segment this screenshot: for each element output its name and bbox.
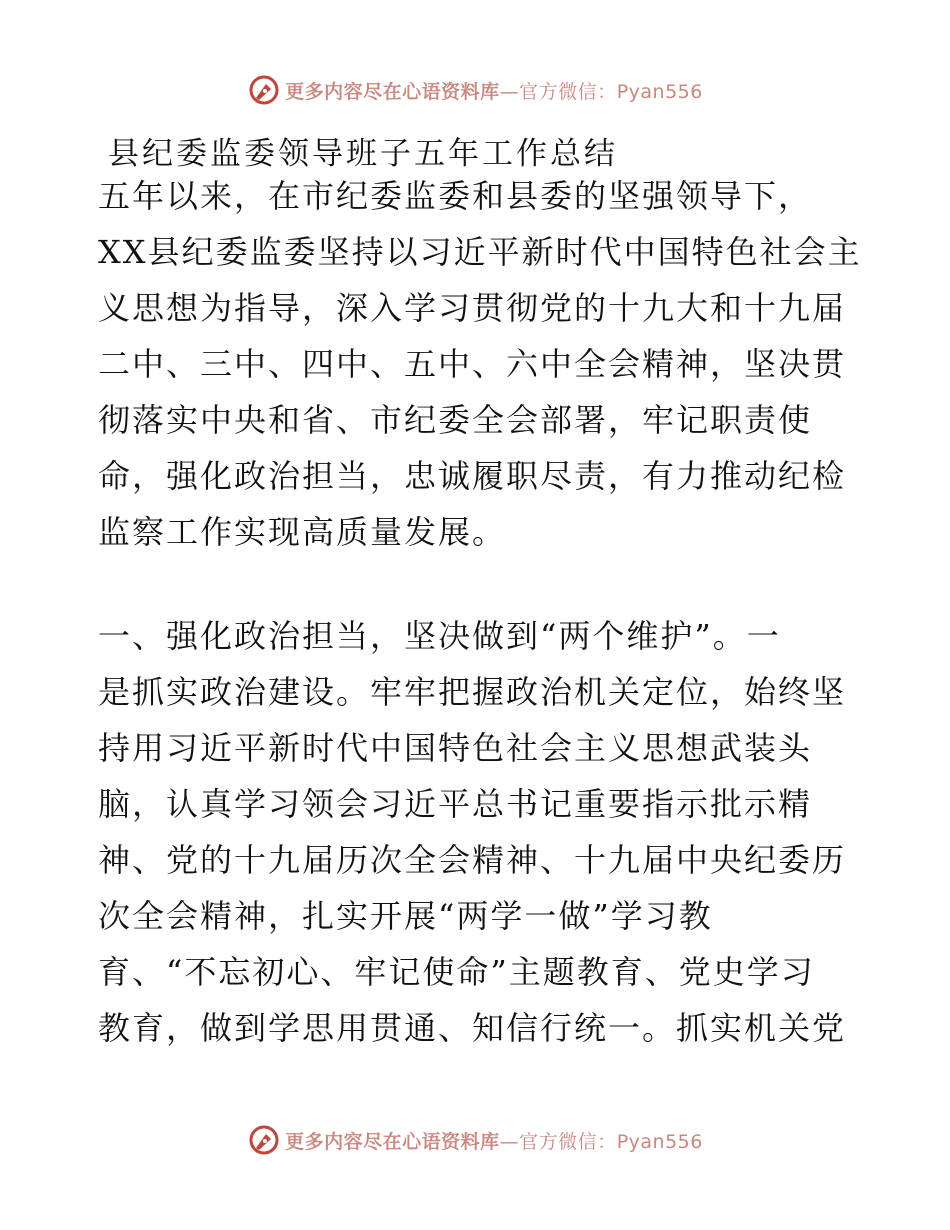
paragraph-line: 脑，认真学习领会习近平总书记重要指示批示精 [98, 785, 813, 823]
paragraph-line: 命，强化政治担当，忠诚履职尽责，有力推动纪检 [98, 457, 847, 495]
paragraph-line: 五年以来，在市纪委监委和县委的坚强领导下， [98, 177, 813, 215]
paragraph-line: 神、党的十九届历次全会精神、十九届中央纪委历 [98, 841, 847, 879]
paragraph-line: 次全会精神，扎实开展“两学一做”学习教 [98, 897, 713, 935]
paragraph-line: 教育，做到学思用贯通、知信行统一。抓实机关党 [98, 1009, 847, 1047]
watermark-separator: — [499, 80, 520, 103]
paragraph-line: 彻落实中央和省、市纪委全会部署，牢记职责使 [98, 401, 813, 439]
paragraph-line: 持用习近平新时代中国特色社会主义思想武装头 [98, 729, 813, 767]
watermark-wechat-id: Pyan556 [616, 80, 703, 103]
watermark-text [285, 1127, 703, 1154]
watermark-site: 更多内容尽在心语资料库 [285, 1130, 500, 1153]
paragraph-line: 义思想为指导，深入学习贯彻党的十九大和十九届 [98, 289, 847, 327]
footer-watermark [0, 1120, 950, 1160]
watermark-separator: — [499, 1130, 520, 1153]
paragraph-line: 二中、三中、四中、五中、六中全会精神，坚决贯 [98, 345, 847, 383]
watermark-label: 官方微信： [519, 1130, 617, 1153]
paragraph-line: XX县纪委监委坚持以习近平新时代中国特色社会主 [98, 233, 862, 271]
watermark-label: 官方微信： [519, 80, 617, 103]
pen-nib-circle-icon [247, 73, 281, 107]
watermark-wechat-id: Pyan556 [616, 1130, 703, 1153]
document-title: 县纪委监委领导班子五年工作总结 [108, 136, 618, 172]
paragraph-line: 一、强化政治担当，坚决做到“两个维护”。一 [98, 617, 781, 655]
paragraph-section-one [98, 608, 858, 1056]
paragraph-line: 育、“不忘初心、牢记使命”主题教育、党史学习 [98, 953, 815, 991]
pen-nib-circle-icon [247, 1123, 281, 1157]
paragraph-line: 监察工作实现高质量发展。 [98, 513, 507, 551]
header-watermark [0, 70, 950, 110]
watermark-text [285, 77, 703, 104]
paragraph-intro [98, 168, 862, 560]
watermark-site: 更多内容尽在心语资料库 [285, 80, 500, 103]
paragraph-line: 是抓实政治建设。牢牢把握政治机关定位，始终坚 [98, 673, 847, 711]
